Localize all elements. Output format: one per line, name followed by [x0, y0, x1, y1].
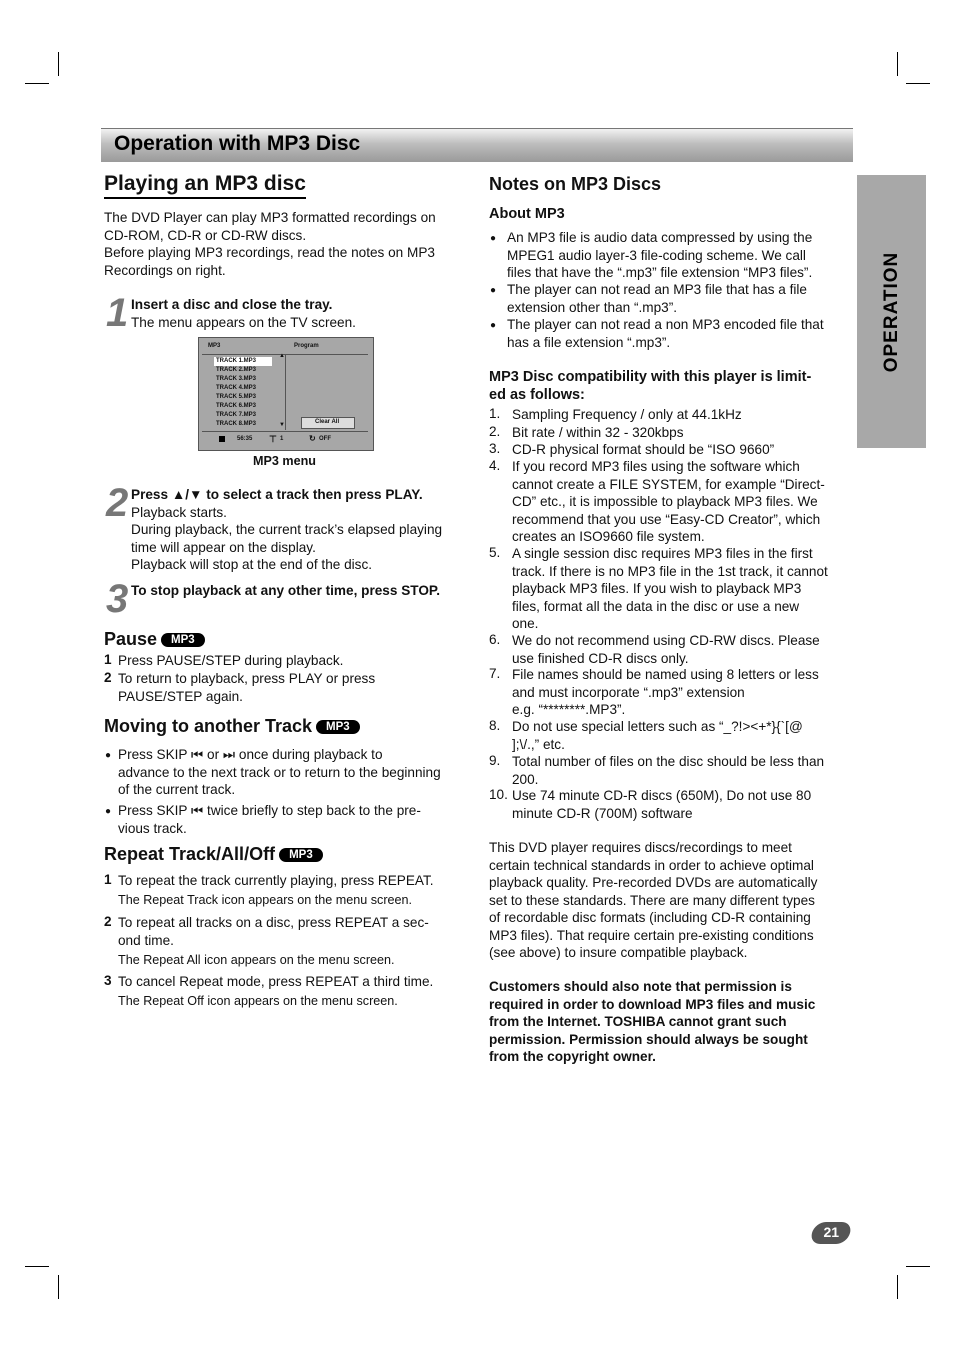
pause-item-line: PAUSE/STEP again. [118, 688, 243, 704]
intro-line: Recordings on right. [104, 262, 226, 278]
menu-repeat: OFF [319, 436, 331, 442]
bullet-icon: ● [490, 285, 497, 296]
compat-line: and must incorporate “.mp3” extension [512, 684, 745, 700]
step-2-line: Playback starts. [131, 504, 227, 520]
crop-mark [58, 1275, 59, 1299]
compat-line: A single session disc requires MP3 files in the first [512, 546, 813, 561]
compat-line: cannot create a FILE SYSTEM, for example “Direct- [512, 476, 825, 492]
compat-line: track. If there is no MP3 file in the 1st track, it cannot [512, 563, 828, 579]
mp3-menu-screen [198, 337, 374, 451]
moving-item [118, 802, 421, 837]
compat-line: Use 74 minute CD-R discs (650M), Do not use 80 [512, 788, 812, 803]
crop-mark [25, 83, 49, 84]
about-item [507, 316, 824, 351]
list-number: 3 [104, 973, 112, 988]
intro-text [104, 209, 464, 279]
list-number: 5. [489, 545, 501, 560]
moving-item [118, 746, 441, 799]
repeat-item [118, 914, 429, 949]
list-number: 4. [489, 458, 501, 473]
compat-line: e.g. “********.MP3”. [512, 702, 626, 717]
notice-line: from the Internet. TOSHIBA cannot grant such [489, 1014, 787, 1029]
clear-all-button[interactable]: Clear All [315, 419, 340, 425]
compat-line: ];\/.,” etc. [512, 736, 565, 752]
compat-item [512, 753, 824, 788]
compat-line: 200. [512, 771, 539, 787]
compat-heading [489, 369, 811, 404]
about-line: extension other than “.mp3”. [507, 299, 678, 315]
moving-title: Moving to another Track [104, 716, 313, 736]
menu-time: 56:35 [237, 436, 253, 442]
paragraph-line: certain technical standards in order to achieve optimal [489, 857, 814, 873]
scroll-up-icon[interactable]: ▲ [279, 353, 285, 359]
about-line: The player can not read an MP3 file that has a file [507, 282, 807, 297]
paragraph-line: of recordable disc formats (including CD-R containing [489, 910, 811, 925]
bullet-icon: ● [105, 806, 112, 817]
repeat-note: The Repeat Off icon appears on the menu screen. [118, 994, 398, 1008]
repeat-item: To cancel Repeat mode, press REPEAT a third time. [118, 974, 434, 989]
repeat-icon: ↻ [309, 434, 316, 443]
bullet-icon: ● [105, 750, 112, 761]
menu-track[interactable]: TRACK 7.MP3 [216, 412, 257, 418]
paragraph-line: (see above) to insure compatible playback. [489, 945, 748, 960]
menu-track[interactable]: TRACK 6.MP3 [216, 403, 257, 409]
list-number: 1 [104, 652, 112, 667]
scroll-down-icon[interactable]: ▼ [279, 422, 285, 428]
compat-item [512, 718, 803, 753]
moving-item-line: of the current track. [118, 782, 236, 797]
list-number: 1. [489, 406, 501, 421]
page-number: 21 [823, 1224, 840, 1240]
step-2-line: time will appear on the display. [131, 539, 316, 555]
menu-col-mp3: MP3 [208, 343, 221, 349]
moving-item-line: Press SKIP ⏮ twice briefly to step back to the pre- [118, 803, 421, 818]
compat-item: CD-R physical format should be “ISO 9660” [512, 442, 775, 457]
repeat-item-line: To repeat all tracks on a disc, press REPEAT a sec- [118, 915, 429, 930]
permission-notice [489, 978, 815, 1066]
step-number: 1 [106, 291, 129, 335]
paragraph-line: This DVD player requires discs/recordings to meet [489, 840, 792, 855]
menu-track[interactable]: TRACK 5.MP3 [216, 394, 257, 400]
list-number: 2. [489, 424, 501, 439]
step-number: 2 [106, 481, 129, 525]
repeat-note: The Repeat Track icon appears on the menu screen. [118, 893, 413, 907]
repeat-title: Repeat Track/All/Off [104, 844, 276, 864]
step-3-title: To stop playback at any other time, press STOP. [131, 583, 440, 598]
crop-mark [58, 52, 59, 76]
menu-track[interactable]: TRACK 8.MP3 [216, 421, 257, 427]
mp3-badge: MP3 [279, 848, 323, 862]
step-number: 3 [106, 577, 129, 621]
mp3-badge: MP3 [161, 633, 205, 647]
page-heading: Playing an MP3 disc [104, 172, 306, 199]
step-2-line: During playback, the current track’s elapsed playing [131, 522, 443, 537]
about-item [507, 229, 812, 282]
crop-mark [906, 83, 930, 84]
notice-line: from the copyright owner. [489, 1049, 656, 1064]
compat-line: We do not recommend using CD-RW discs. Please [512, 633, 820, 648]
about-item [507, 281, 807, 316]
compat-line: Do not use special letters such as “_?!><+*}{`[@ [512, 719, 803, 734]
track-icon: ⊤ [269, 434, 277, 444]
list-number: 10. [489, 787, 508, 802]
paragraph-line: playback quality. Pre-recorded DVDs are automatically [489, 875, 818, 890]
repeat-item: To repeat the track currently playing, press REPEAT. [118, 873, 434, 888]
compat-item [512, 787, 811, 822]
crop-mark [906, 1266, 930, 1267]
pause-item [118, 670, 375, 705]
about-line: files that have the “.mp3” file extension “MP3 files”. [507, 265, 813, 280]
requirements-paragraph [489, 839, 817, 962]
paragraph-line: MP3 files). That require certain pre-existing conditions [489, 927, 814, 943]
compat-line: minute CD-R (700M) software [512, 805, 693, 821]
repeat-heading [104, 844, 323, 865]
notice-line: permission. Permission should always be sought [489, 1031, 808, 1047]
intro-line: The DVD Player can play MP3 formatted recordings on [104, 210, 436, 225]
moving-heading [104, 716, 360, 737]
about-line: The player can not read a non MP3 encoded file that [507, 317, 824, 332]
crop-mark [897, 52, 898, 76]
paragraph-line: set to these standards. There are many different types [489, 892, 815, 908]
compat-line: File names should be named using 8 letters or less [512, 667, 819, 682]
about-line: has a file extension “.mp3”. [507, 334, 671, 350]
pause-heading [104, 629, 205, 650]
intro-line: Before playing MP3 recordings, read the notes on MP3 [104, 245, 435, 260]
step-1 [131, 296, 356, 331]
crop-mark [897, 1275, 898, 1299]
compat-item: Sampling Frequency / only at 44.1kHz [512, 407, 742, 422]
compat-line: playback MP3 files. If you wish to playback MP3 [512, 581, 802, 596]
side-tab [857, 175, 926, 448]
compat-item [512, 545, 828, 633]
compat-heading-line: MP3 Disc compatibility with this player is limit- [489, 369, 812, 385]
compat-line: recommend that you use “Easy-CD Creator”, which [512, 511, 821, 527]
compat-line: creates an ISO9660 file system. [512, 529, 705, 544]
about-heading: About MP3 [489, 206, 565, 222]
compat-line: CD” etc., it is impossible to playback MP3 files. We [512, 494, 818, 509]
page-number-badge [809, 1222, 853, 1244]
list-number: 3. [489, 441, 501, 456]
section-header [101, 128, 853, 162]
list-number: 8. [489, 718, 501, 733]
compat-item [512, 666, 819, 719]
compat-line: files, format all the data in the disc or use a new [512, 598, 800, 614]
pause-title: Pause [104, 629, 158, 649]
pause-item-line: To return to playback, press PLAY or press [118, 671, 376, 686]
about-line: An MP3 file is audio data compressed by using the [507, 230, 813, 245]
step-2 [131, 486, 442, 574]
list-number: 2 [104, 914, 112, 929]
menu-track[interactable]: TRACK 4.MP3 [216, 385, 257, 391]
about-line: MPEG1 audio layer-3 file-coding scheme. We call [507, 247, 806, 263]
compat-line: Total number of files on the disc should be less than [512, 754, 825, 769]
compat-line: If you record MP3 files using the software which [512, 459, 800, 474]
repeat-item-line: ond time. [118, 932, 174, 948]
menu-track-no: 1 [280, 436, 284, 442]
crop-mark [25, 1266, 49, 1267]
menu-caption: MP3 menu [253, 454, 316, 468]
moving-item-line: Press SKIP ⏮ or ⏭ once during playback to [118, 747, 383, 762]
moving-item-line: vious track. [118, 820, 187, 836]
bullet-icon: ● [490, 320, 497, 331]
compat-item [512, 458, 825, 546]
moving-item-line: advance to the next track or to return to the beginning [118, 764, 441, 780]
list-number: 1 [104, 872, 112, 887]
mp3-badge: MP3 [316, 720, 360, 734]
step-2-line: Playback will stop at the end of the disc. [131, 557, 373, 572]
side-tab-label: OPERATION [880, 251, 902, 372]
menu-col-program: Program [294, 343, 319, 349]
repeat-note: The Repeat All icon appears on the menu screen. [118, 953, 395, 967]
section-title: Operation with MP3 Disc [114, 132, 361, 155]
step-1-title: Insert a disc and close the tray. [131, 297, 333, 312]
bullet-icon: ● [490, 233, 497, 244]
list-number: 2 [104, 670, 112, 685]
menu-track[interactable]: TRACK 1.MP3 [216, 358, 257, 364]
menu-track[interactable]: TRACK 2.MP3 [216, 367, 257, 373]
notes-heading: Notes on MP3 Discs [489, 174, 662, 194]
compat-line: use finished CD-R discs only. [512, 650, 689, 666]
list-number: 7. [489, 666, 501, 681]
pause-item: Press PAUSE/STEP during playback. [118, 653, 344, 668]
intro-line: CD-ROM, CD-R or CD-RW discs. [104, 227, 307, 243]
stop-icon [219, 436, 225, 442]
compat-item [512, 632, 820, 667]
notice-line: required in order to download MP3 files and music [489, 996, 816, 1012]
notice-line: Customers should also note that permission is [489, 979, 792, 994]
compat-line: one. [512, 616, 539, 631]
step-2-title: Press ▲/▼ to select a track then press PLAY. [131, 487, 423, 502]
list-number: 9. [489, 753, 501, 768]
compat-item: Bit rate / within 32 - 320kbps [512, 425, 684, 440]
list-number: 6. [489, 632, 501, 647]
step-1-text: The menu appears on the TV screen. [131, 314, 356, 330]
compat-heading-line: ed as follows: [489, 386, 585, 403]
menu-track[interactable]: TRACK 3.MP3 [216, 376, 257, 382]
